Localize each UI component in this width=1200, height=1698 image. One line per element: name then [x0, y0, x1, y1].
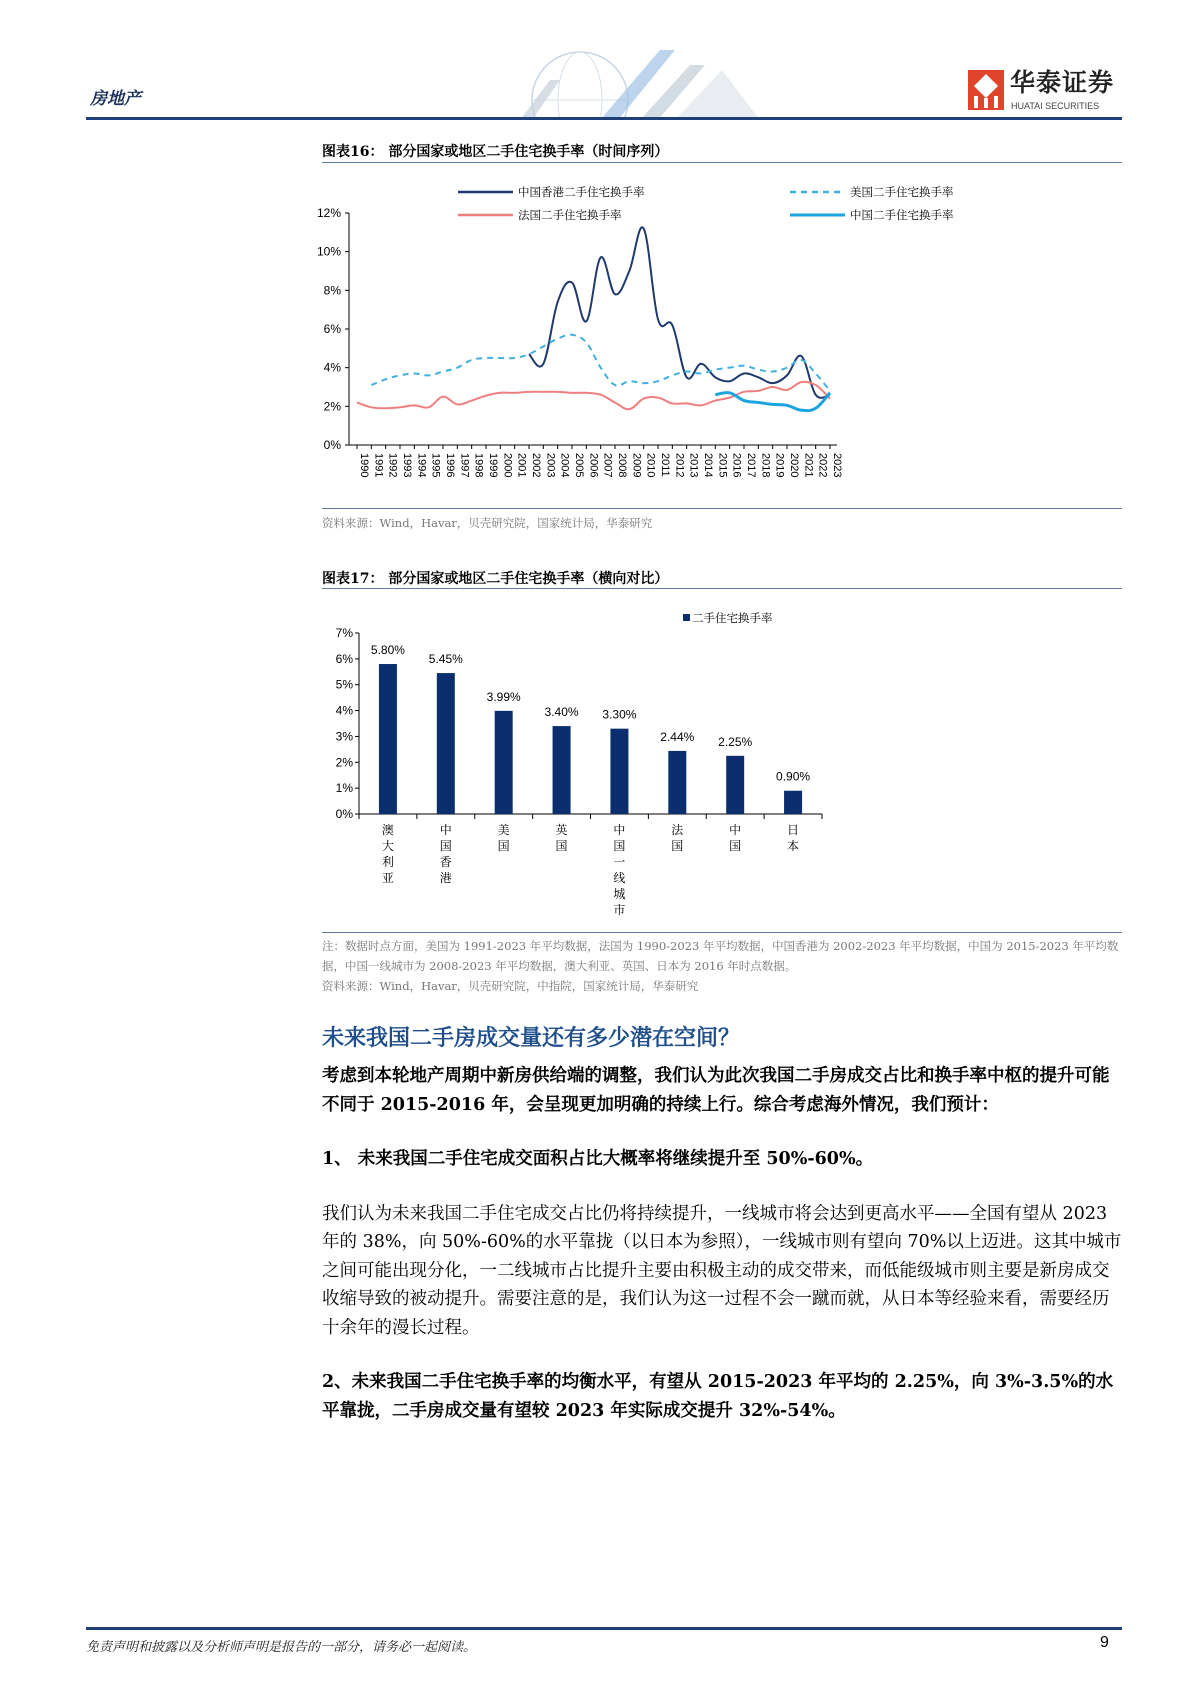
data-label: 3.99% — [486, 689, 521, 704]
data-label: 5.80% — [370, 643, 405, 658]
data-label: 2.25% — [718, 734, 753, 749]
x-category-label-char: 香 — [439, 855, 452, 869]
chart17-notes — [322, 936, 1127, 996]
legend-swatch — [683, 614, 690, 621]
legend-label: 中国香港二手住宅换手率 — [518, 187, 645, 199]
footer-divider — [86, 1627, 1122, 1630]
chart17-source: 资料来源：Wind，Havar，贝壳研究院，中指院，国家统计局，华泰研究 — [322, 979, 699, 993]
y-tick-label: 3% — [335, 729, 353, 744]
x-tick-label: 2001 — [515, 453, 528, 478]
x-tick-label: 2013 — [687, 453, 700, 478]
chart17-title: 图表17： 部分国家或地区二手住宅换手率（横向对比） — [322, 571, 669, 587]
x-tick-label: 1999 — [487, 453, 499, 478]
point2-title: 2、未来我国二手住宅换手率的均衡水平，有望从 2015-2023 年平均的 2.25%，向 3%-3.5%的水平靠拢，二手房成交量有望较 2023 年实际成交提升 32%-54%。 — [322, 1372, 1114, 1421]
x-category-label-char: 市 — [613, 903, 626, 917]
x-category-label-char: 国 — [497, 839, 510, 853]
bar — [784, 791, 802, 814]
x-category-label-char: 城 — [613, 887, 626, 901]
section-label: 房地产 — [90, 89, 141, 109]
data-label: 5.45% — [428, 652, 463, 667]
x-tick-label: 1990 — [358, 453, 370, 478]
x-tick-label: 2009 — [630, 453, 643, 478]
x-tick-label: 2004 — [558, 453, 571, 478]
x-tick-label: 2015 — [716, 453, 729, 478]
x-category-label-char: 国 — [729, 839, 742, 853]
x-category-label-char: 法 — [671, 823, 684, 837]
legend-label: 二手住宅换手率 — [692, 613, 773, 625]
x-category-label-char: 澳 — [381, 823, 394, 837]
x-category-label-char: 日 — [787, 823, 800, 837]
point1-title: 1、 未来我国二手住宅成交面积占比大概率将继续提升至 50%-60%。 — [322, 1149, 874, 1169]
chart16-source: 资料来源：Wind，Havar，贝壳研究院，国家统计局，华泰研究 — [322, 516, 653, 530]
x-tick-label: 1994 — [415, 453, 428, 478]
bar — [437, 673, 455, 814]
logo-text: 华泰证券 — [1010, 68, 1115, 97]
y-tick-label: 2% — [335, 755, 353, 770]
y-tick-label: 8% — [323, 283, 341, 298]
y-tick-label: 5% — [335, 677, 353, 692]
bar — [726, 756, 744, 814]
x-category-label-char: 英 — [555, 823, 568, 837]
x-tick-label: 2019 — [773, 453, 786, 478]
x-tick-label: 1993 — [401, 453, 413, 478]
x-tick-label: 2016 — [730, 453, 743, 478]
x-category-label-char: 利 — [381, 855, 394, 869]
chart17-bottom-divider — [322, 932, 1122, 933]
y-tick-label: 0% — [335, 807, 353, 821]
x-category-label-char: 国 — [439, 839, 452, 853]
x-tick-label: 2020 — [788, 453, 800, 478]
y-tick-label: 6% — [323, 322, 341, 336]
x-category-label-char: 中 — [613, 823, 626, 837]
y-tick-label: 0% — [323, 438, 341, 452]
x-tick-label: 2000 — [501, 453, 514, 478]
y-tick-label: 2% — [323, 399, 341, 414]
x-category-label-char: 国 — [613, 839, 626, 853]
x-category-label-char: 美 — [497, 823, 510, 837]
chart17-note: 注：数据时点方面，美国为 1991-2023 年平均数据，法国为 1990-2023 年平均数据，中国香港为 2002-2023 年平均数据，中国为 2015-2023 年平均数据，中国一线城市为 2008-2023 年平均数据，澳大利亚、英国、日本为 2016 年时点数据。 — [322, 939, 1119, 973]
x-tick-label: 2006 — [587, 453, 600, 478]
x-tick-label: 1996 — [444, 453, 456, 478]
x-category-label-char: 中 — [439, 823, 452, 837]
section-heading: 未来我国二手房成交量还有多少潜在空间？ — [322, 1025, 741, 1051]
x-tick-label: 2007 — [601, 453, 614, 478]
x-tick-label: 2008 — [616, 453, 628, 478]
x-tick-label: 2017 — [745, 453, 757, 478]
x-category-label-char: 港 — [439, 871, 452, 885]
bar — [495, 711, 513, 814]
bar — [668, 751, 686, 814]
footer-disclaimer: 免责声明和披露以及分析师声明是报告的一部分，请务必一起阅读。 — [86, 1640, 477, 1655]
x-tick-label: 1991 — [372, 453, 385, 478]
x-category-label-char: 中 — [729, 823, 742, 837]
bar — [379, 664, 397, 814]
x-tick-label: 2022 — [816, 453, 829, 478]
logo-text-en: HUATAI SECURITIES — [1011, 101, 1100, 111]
legend-label: 美国二手住宅换手率 — [850, 187, 954, 199]
x-category-label-char: 国 — [555, 839, 568, 853]
point1-body: 我们认为未来我国二手住宅成交占比仍将持续提升，一线城市将会达到更高水平——全国有望从 2023 年的 38%，向 50%-60%的水平靠拢（以日本为参照），一线城市则有望向 70%以上迈进。这其中城市之间可能出现分化，一二线城市占比提升主要由积极主动的成交带来，而低能级城市则主要是新房成交收缩导致的被动提升。需要注意的是，我们认为这一过程不会一蹴而就，从日本等经验来看，需要经历十余年的漫长过程。 — [322, 1203, 1122, 1338]
x-category-label-char: 亚 — [381, 871, 394, 885]
x-tick-label: 2003 — [544, 453, 557, 478]
x-tick-label: 2002 — [530, 453, 542, 478]
data-label: 3.40% — [544, 705, 579, 720]
article-body — [322, 1022, 1122, 1425]
bar — [610, 729, 628, 814]
x-tick-label: 2012 — [673, 453, 686, 478]
data-label: 3.30% — [602, 707, 637, 722]
intro-paragraph: 考虑到本轮地产周期中新房供给端的调整，我们认为此次我国二手房成交占比和换手率中枢的提升可能不同于 2015-2016 年，会呈现更加明确的持续上行。综合考虑海外情况，我们预计： — [322, 1066, 1110, 1115]
x-tick-label: 2023 — [831, 453, 843, 478]
y-tick-label: 4% — [323, 360, 341, 375]
x-tick-label: 1995 — [429, 453, 442, 478]
x-category-label-char: 一 — [613, 855, 626, 869]
x-tick-label: 2021 — [802, 453, 815, 478]
x-category-label-char: 大 — [381, 839, 394, 853]
x-tick-label: 2018 — [759, 453, 772, 478]
data-label: 2.44% — [660, 729, 695, 744]
x-category-label-char: 线 — [613, 871, 626, 885]
y-tick-label: 6% — [335, 651, 353, 666]
bar — [553, 726, 571, 814]
x-category-label-char: 国 — [671, 839, 684, 853]
x-tick-label: 1992 — [386, 453, 399, 478]
y-tick-label: 4% — [335, 703, 353, 718]
x-tick-label: 2011 — [659, 453, 671, 477]
x-tick-label: 2014 — [702, 453, 714, 478]
y-tick-label: 10% — [316, 244, 341, 259]
x-tick-label: 2005 — [573, 453, 585, 478]
x-tick-label: 1997 — [458, 453, 471, 478]
y-tick-label: 7% — [335, 626, 353, 640]
x-tick-label: 2010 — [644, 453, 657, 478]
legend-label: 中国二手住宅换手率 — [850, 210, 954, 222]
legend-label: 法国二手住宅换手率 — [518, 210, 622, 222]
data-label: 0.90% — [776, 769, 811, 784]
y-tick-label: 12% — [316, 206, 341, 220]
x-tick-label: 1998 — [472, 453, 485, 478]
y-tick-label: 1% — [335, 781, 353, 796]
chart16-title: 图表16： 部分国家或地区二手住宅换手率（时间序列） — [322, 144, 669, 160]
x-category-label-char: 本 — [787, 839, 800, 853]
page-number: 9 — [1100, 1634, 1109, 1651]
